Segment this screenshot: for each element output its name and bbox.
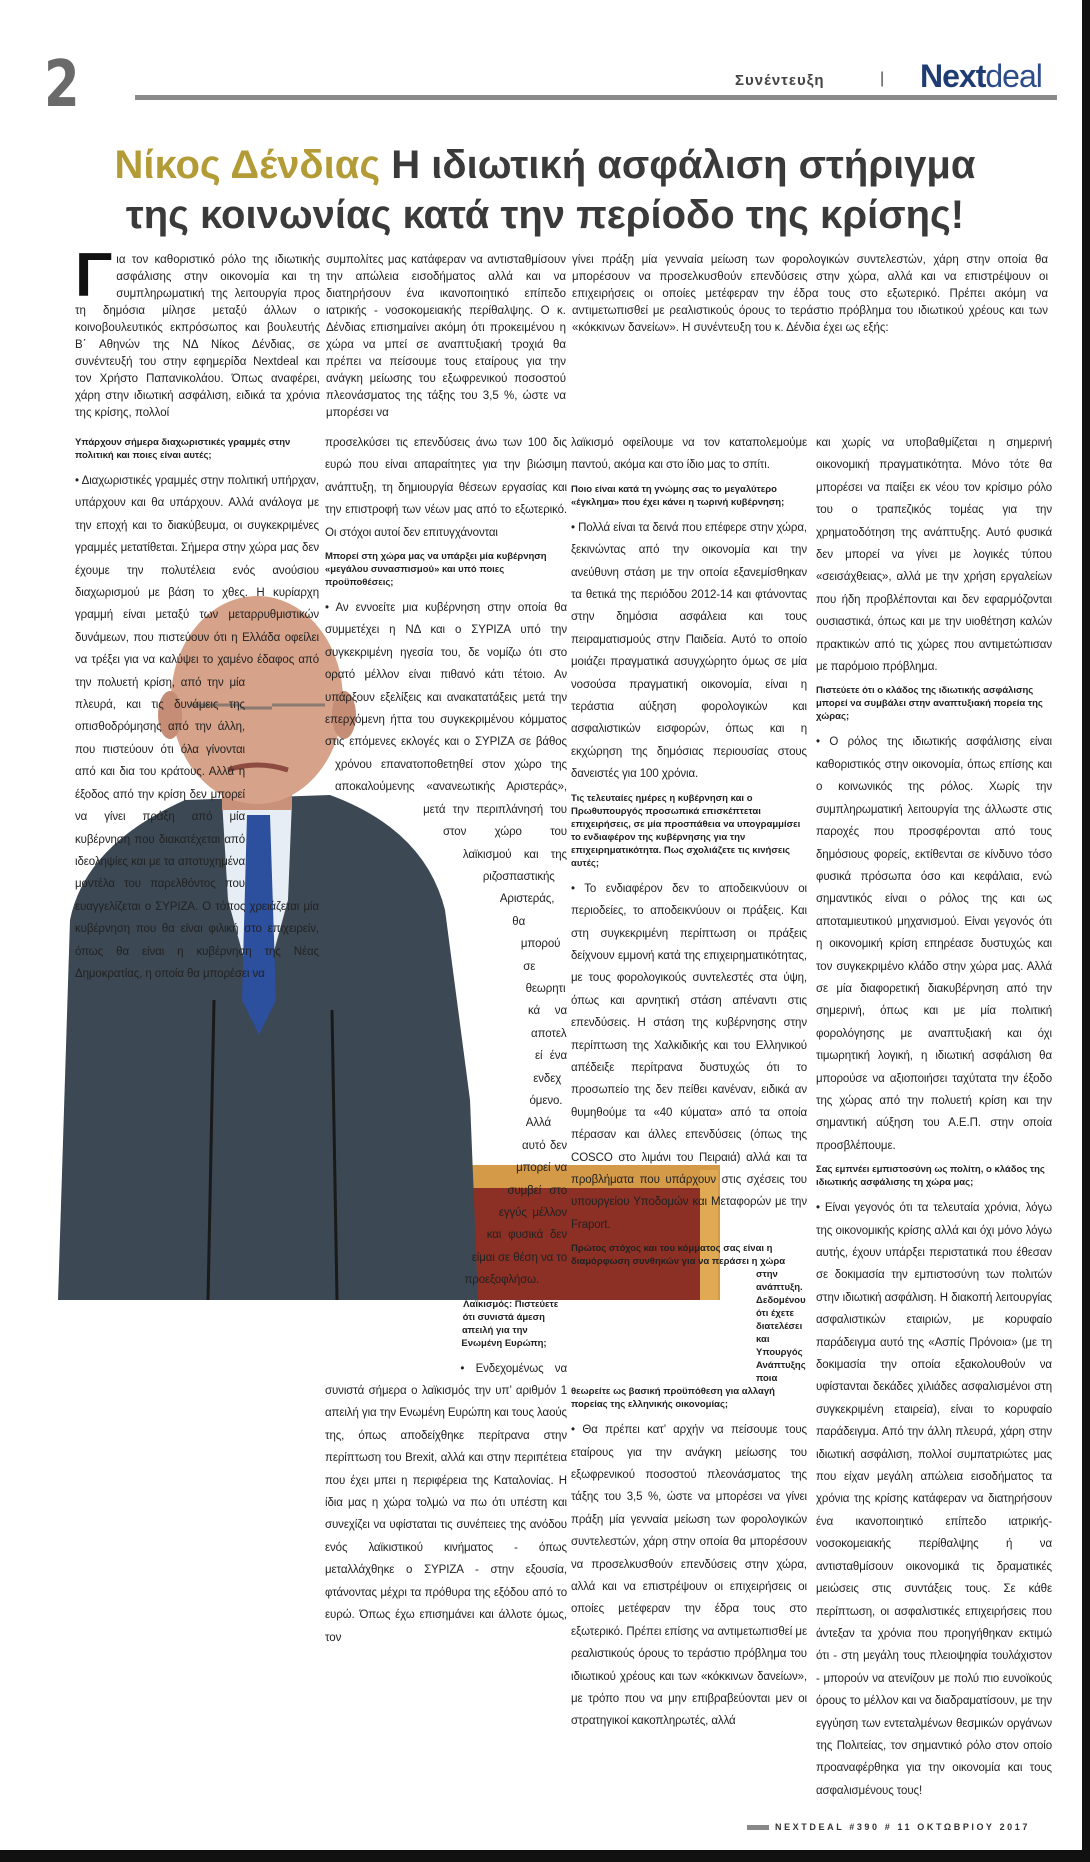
- interviewee-name: Νίκος Δένδιας: [114, 143, 381, 187]
- answer: λαϊκισμό οφείλουμε να τον καταπολεμούμε παντού, ακόμα και στο ίδιο μας το σπίτι.: [571, 437, 807, 472]
- answer: και χωρίς να υποβαθμίζεται η σημερινή οικονομική πραγματικότητα. Μόνο τότε θα μπορέσει να παίξει εκ νέου τον κρίσιμο ρόλο του ο τραπεζικός τομέας για την χρηματοδότηση της ανάπτυξης. Αυτό φυσικά δεν μπορεί να γίνει με λογικές τύπου «σεισάχθειας», αλλά με την χρήση εργαλείων που ήδη προβλέπονται και δεν εφαρμόζονται ουσιαστικά, όπως και με την υιοθέτηση καλών πρακτικών από τις χώρες που αντιμετώπισαν με παρόμοιο πρόβλημα.: [816, 437, 1052, 674]
- intro-col-3: γίνει πράξη μία γενναία μείωση των φορολογικών συντελεστών, χάρη στην οποία θα μπορέσουν να προσελκυσθούν επενδύσεις στην χώρα, αλλά και να επιστρέψουν οι επιχειρήσεις οι οποίες μετέφεραν την έδρα τους στο εξωτερικό. Πρέπει ακόμη να αντιμετωπισθεί με ρεαλιστικούς όρους το τεράστιο πρόβλημα του ιδιωτικού χρέους και των «κόκκινων δανείων». Η συνέντευξη του κ. Δένδια έχει ως εξής:: [572, 254, 1048, 334]
- question: Υπάρχουν σήμερα διαχωριστικές γραμμές στην πολιτική και ποιες είναι αυτές;: [75, 437, 291, 461]
- question: Σας εμπνέει εμπιστοσύνη ως πολίτη, ο κλάδος της ιδιωτικής ασφάλισης τη χώρα μας;: [816, 1164, 1045, 1189]
- answer: • Ενδεχομένως να συνιστά σήμερα ο λαϊκισμός την υπ’ αριθμόν 1 απειλή για την Ενωμένη Ευρώπη και τους λαούς της, όπως αποδείχθηκε περίτρανα στην περίπτωση του Brexit, αλλά και στην περιπέτεια που έχει μπει η περιφέρεια της Καταλονίας. Η ίδια μας η χώρα τολμώ να πω ότι υπέστη και συνεχίζει να υφίσταται τις συνέπειες της ανόδου ενός λαϊκιστικού κινήματος - όπως μεταλλάχθηκε ο ΣΥΡΙΖΑ - στην εξουσία, φτάνοντας μέχρι τα πρόθυρα της εξόδου από το ευρώ. Όπως έχω επισημάνει και άλλοτε όμως, τον: [325, 1362, 567, 1644]
- question: Πιστεύετε ότι ο κλάδος της ιδιωτικής ασφάλισης μπορεί να συμβάλει στην αναπτυξιακή πορεία της χώρας;: [816, 685, 1043, 723]
- issue-info: NEXTDEAL #390 # 11 ΟΚΤΩΒΡΙΟΥ 2017: [774, 1822, 1030, 1833]
- answer: • Θα πρέπει κατ’ αρχήν να πείσουμε τους εταίρους για την ανάγκη μείωσης του εξωφρενικού ποσοστού πλεονάσματος της τάξης του 3,5 %, ώστε να μπορέσει να γίνει πράξη μία γενναία μείωση των φορολογικών συντελεστών, χάρη στην οποία θα μπορέσουν να προσελκυσθούν επενδύσεις στην χώρα, αλλά και να επιστρέψουν οι επιχειρήσεις οι οποίες μετέφεραν την έδρα τους στο εξωτερικό. Πρέπει επίσης να αντιμετωπισθεί με ρεαλιστικούς όρους το τεράστιο πρόβλημα του ιδιωτικού χρέους και των «κόκκινων δανείων», με τρόπο που να μην επιβραβεύονται μεν οι στρατηγικοί κακοπληρωτές, αλλά: [571, 1424, 807, 1728]
- answer: • Διαχωριστικές γραμμές στην πολιτική υπήρχαν, υπάρχουν και θα υπάρχουν. Αλλά ανάλογα με την εποχή και το διακύβευμα, οι συγκεκριμένες γραμμές μετατίθεται. Σήμερα στην χώρα μας δεν έχουμε την πολυτέλεια ενός ανούσιου διαχωρισμού με βάση το χθες. Η κυρίαρχη γραμμή είναι μεταξύ των μεταρρυθμιστικών δυνάμεων, που πιστεύουν ότι η Ελλάδα οφείλει να τρέξει για να καλύψει το χαμένο έδαφος από την πολυετή κρίση, από την μία πλευρά, και τις δυνάμεις της οπισθοδρόμησης από την άλλη, που πιστεύουν ότι όλα γίνονται από και δια του κράτους. Αλλά η έξοδος από την κρίση δεν μπορεί να γίνει πράξη από μία κυβέρνηση που διακατέχεται από ιδεοληψίες και με τα αποτυχημένα μοντέλα του παρελθόντος που ευαγγελίζεται ο ΣΥΡΙΖΑ. Ο τόπος χρειάζεται μία κυβέρνηση που θα είναι φιλική στο επιχειρείν, όπως θα είναι η κυβέρνηση της Νέας Δημοκρατίας, η οποία θα μπορέσει να: [75, 475, 319, 980]
- intro-text-1: ια τον καθοριστικό ρόλο της ιδιωτικής ασφάλισης στην οικονομία και τη συμπληρωματική της λειτουργία προς τη δημόσια μίλησε μεταξύ άλλων ο κοινοβουλευτικός εκπρόσωπος και βουλευτής Β΄ Αθηνών της ΝΔ Νίκος Δένδιας, σε συνέντευξή του στην εφημερίδα Nextdeal και τον Χρήστο Παπανικολάου. Όπως αναφέρει, χάρη στην ιδιωτική ασφάλιση, ειδικά τα χρόνια της κρίσης, πολλοί: [75, 254, 320, 419]
- question: Τις τελευταίες ημέρες η κυβέρνηση και ο Πρωθυπουργός προσωπικά επισκέπτεται επιχειρήσεις, σε μία προσπάθεια να υπογραμμίσει το ενδιαφέρον της κυβέρνησης για την επιχειρηματικότητα. Πως σχολιάζετε τις κινήσεις αυτές;: [571, 792, 801, 869]
- answer: • Το ενδιαφέρον δεν το αποδεικνύουν οι περιοδείες, το αποδεικνύουν οι πράξεις. Και στη συγκεκριμένη περίπτωση οι πράξεις δείχνουν εμμονή κατά της επιχειρηματικότητας, με τους φορολογικούς συντελεστές στα ύψη, όπως και αρνητική στάση απέναντι στις επενδύσεις. Η στάση της κυβέρνησης στην περίπτωση της Χαλκιδικής και του Ελληνικού απέδειξε περίτρανα δυστυχώς ότι το προσωπείο της δεν πείθει κανέναν, ειδικά αν θυμηθούμε τα «40 κύματα» από τα οποία πέρασαν και άλλες επενδύσεις (όπως της COSCO στο λιμάνι του Πειραιά) αλλά και τα προβλήματα που υπάρχουν στις σχέσεις του υπουργείου Υποδομών και Μεταφορών με την Fraport.: [571, 882, 807, 1231]
- article-body: [75, 432, 1090, 1808]
- question: Μπορεί στη χώρα μας να υπάρξει μία κυβέρνηση «μεγάλου συνασπισμού» και υπό ποιες προϋποθέσεις;: [325, 551, 547, 589]
- footer: [0, 1822, 1030, 1832]
- intro-col-1: [75, 241, 320, 422]
- drop-cap: Γ: [75, 241, 113, 310]
- logo-light: deal: [985, 58, 1042, 94]
- intro-col-2: συμπολίτες μας κατάφεραν να αντισταθμίσουν την απώλεια εισοδήματος αλλά και να διατηρήσουν ένα ικανοποιητικό επίπεδο ιατρικής - νοσοκομειακής περίθαλψης. Ο κ. Δένδιας επισημαίνει ακόμη ότι προκειμένου η χώρα να μπεί σε αναπτυξιακή τροχιά θα πρέπει να πείσουμε τους εταίρους για την ανάγκη μείωσης του εξωφρενικού ποσοστού πλεονάσματος της τάξης του 3,5 %, ώστε να μπορέσει να: [326, 254, 566, 419]
- section-label: Συνέντευξη: [735, 72, 825, 89]
- answer: • Πολλά είναι τα δεινά που επέφερε στην χώρα, ξεκινώντας από την οικονομία και την ανεύθυνη στάση με την οποία εξανεμίσθηκαν τα θετικά της περιόδου 2012-14 και φτάνοντας στην δημόσια ασφάλεια και τους πειραματισμούς στην Παιδεία. Αυτό το οποίο μοιάζει πραγματικά ασυγχώρητο όμως σε μία νοσούσα πραγματική οικονομία, είναι η τεράστια αύξηση φορολογικών και ασφαλιστικών εισφορών, όπως και η εκχώρηση της δημόσιας περιουσίας στους δανειστές για 100 χρόνια.: [571, 521, 807, 781]
- body-column-4: [816, 432, 1052, 1808]
- title-line-2: της κοινωνίας κατά την περίοδο της κρίσης!: [125, 193, 965, 237]
- question: Πρώτος στόχος και του κόμματος σας είναι η διαμόρφωση συνθηκών για να περάσει η χώρα στην ανάπτυξη. Δεδομένου ότι έχετε διατελέσει και Υπουργός Ανάπτυξης ποια θεωρείτε ως βασική προϋπόθεση για αλλαγή πορείας της ελληνικής οικονομίας;: [571, 1243, 806, 1411]
- answer: • Ο ρόλος της ιδιωτικής ασφάλισης είναι καθοριστικός στην οικονομία, όπως επίσης και ο κοινωνικός της ρόλος. Χωρίς την συμπληρωματική λειτουργία της άλλωστε στις παροχές που προσφέρονται από τους δημόσιους φορείς, εκτίθενται σε κίνδυνο τόσο φυσικά πρόσωπα όσο και κεφάλαια, ενώ σημαντικός είναι ο ρόλος της και ως αποταμιευτικού μηχανισμού. Είναι γεγονός ότι η οικονομική κρίση επηρέασε δυστυχώς και τον συγκεκριμένο κλάδο στην χώρα μας. Αλλά σε μία διαφορετική διακυβέρνηση από την σημερινή, όπως και με μία πολιτική φορολόγησης με αναπτυξιακή και όχι τιμωρητική λογική, η ιδιωτική ασφάλιση θα μπορούσε να αξιοποιήσει ταχύτατα την έξοδο της χώρας από την πολυετή κρίση και την σημαντική αύξηση του Α.Ε.Π. στην οποία προσβλέπουμε.: [816, 736, 1052, 1152]
- question: Λαϊκισμός: Πιστεύετε ότι συνιστά άμεση απειλή για την Ενωμένη Ευρώπη;: [461, 1298, 559, 1349]
- answer: • Αν εννοείτε μια κυβέρνηση στην οποία θα συμμετέχει η ΝΔ και ο ΣΥΡΙΖΑ υπό την συγκεκριμένη ηγεσία του, δε νομίζω ότι στο ορατό μέλλον είναι πιθανό κάτι τέτοιο. Αν υπάρξουν εξελίξεις και ανακατατάξεις μετά την επερχόμενη ήττα του συγκεκριμένου κόμματος στις επόμενες εκλογές και ο ΣΥΡΙΖΑ σε βάθος χρόνου επανατοποθετηθεί στον χώρο της αποκαλούμενης «ανανεωτικής Αριστεράς», μετά την περιπλάνησή του στον χώρο του λαϊκισμού και της ριζοσπαστικής Αριστεράς, θα μπορούσε θεωρητικά να αποτελεί ένα ενδεχόμενο. Αλλά αυτό δεν μπορεί να συμβεί στο εγγύς μέλλον και φυσικά δεν είμαι σε θέση να το προεξοφλήσω.: [325, 602, 567, 1287]
- article-title: [0, 140, 1090, 240]
- intro: [75, 241, 1090, 422]
- answer: προσελκύσει τις επενδύσεις άνω των 100 δις ευρώ που είναι απαραίτητες για την βιώσιμη ανάπτυξη, τη δημιουργία θέσεων εργασίας και την επιστροφή των νέων μας από το εξωτερικό. Οι στόχοι αυτοί δεν επιτυγχάνονται: [325, 437, 567, 539]
- page-number: 2: [44, 48, 80, 122]
- body-column-2: [325, 432, 567, 1655]
- body-column-1: [75, 432, 319, 991]
- answer: • Είναι γεγονός ότι τα τελευταία χρόνια, λόγω της οικονομικής κρίσης αλλά και όχι μόνο λόγω αυτής, έχουν υπάρξει περιστατικά που έθεσαν σε δοκιμασία την εμπιστοσύνη των πολιτών στην ιδιωτική ασφάλιση. Η διακοπή λειτουργίας ασφαλιστικών εταιριών, με κορυφαίο παράδειγμα αυτό της «Ασπίς Πρόνοια» (με τη δοκιμασία την οποία εξακολουθούν να υφίστανται δεκάδες χιλιάδες ασφαλισμένοι στη συγκεκριμένη εταιρεία), είναι το κορυφαίο παράδειγμα. Από την άλλη πλευρά, χάρη στην ιδιωτική ασφάλιση, πολλοί συμπατριώτες μας που είχαν μεγάλη απώλεια εισοδήματος τα χρόνια της κρίσης κατάφεραν να διατηρήσουν ένα ικανοποιητικό επίπεδο ιατρικής-νοσοκομειακής περίθαλψης ή να αντισταθμίσουν οικονομικά τις δραματικές μειώσεις στις συντάξεις τους. Σε κάθε περίπτωση, οι ασφαλιστικές επιχειρήσεις που άντεξαν τα χρόνια που προηγήθηκαν εκτιμώ ότι - στη μεγάλη τους πλειοψηφία τουλάχιστον - μπορούν να ατενίζουν με πολύ πιο ευνοϊκούς όρους το μέλλον και να διαδραματίσουν, με την εγγύηση των εντεταλμένων θεσμικών οργάνων της Πολιτείας, τον σημαντικό ρόλο στον οποίο προαναφέρθηκα για την οικονομία και τους ασφαλισμένους τους!: [816, 1202, 1052, 1797]
- header-separator: |: [880, 70, 885, 87]
- title-line-1: [0, 140, 1090, 190]
- title-line-1-rest: Η ιδιωτική ασφάλιση στήριγμα: [380, 143, 976, 187]
- body-column-3: [571, 432, 807, 1739]
- question: Ποιο είναι κατά τη γνώμης σας το μεγαλύτερο «έγκλημα» που έχει κάνει η τωρινή κυβέρνηση;: [571, 483, 785, 508]
- logo-bold: Next: [920, 58, 986, 94]
- footer-bar: [747, 1825, 769, 1830]
